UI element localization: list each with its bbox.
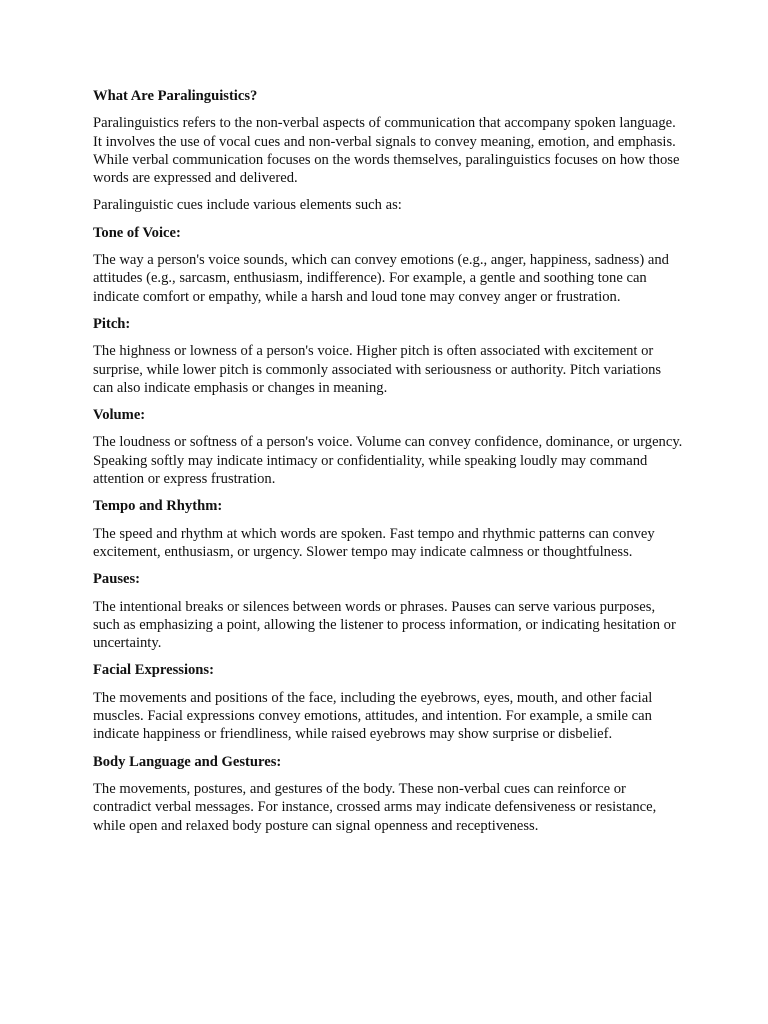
section-facial-expressions (93, 661, 683, 743)
section-heading: Body Language and Gestures: (93, 753, 282, 770)
section-heading: Tempo and Rhythm: (93, 498, 223, 515)
section-heading: Volume: (93, 407, 146, 424)
document-title: What Are Paralinguistics? (93, 88, 258, 104)
lead-in-paragraph: Paralinguistic cues include various elements such as: (93, 197, 402, 214)
section-body: The intentional breaks or silences between words or phrases. Pauses can serve various purposes, such as emphasizing a point, allowing the listener to process information, or indicating hesitation or uncertainty. (93, 598, 676, 652)
intro-paragraph: Paralinguistics refers to the non-verbal aspects of communication that accompany spoken language. It involves the use of vocal cues and non-verbal signals to convey meaning, emotion, and emphasis. While verbal communication focuses on the words themselves, paralinguistics focuses on how those words are expressed and delivered. (93, 115, 680, 187)
section-pauses (93, 570, 683, 652)
section-body: The movements and positions of the face, including the eyebrows, eyes, mouth, and other facial muscles. Facial expressions convey emotions, attitudes, and intention. For example, a smile can indicate happiness or friendliness, while raised eyebrows may show surprise or disbelief. (93, 689, 653, 743)
section-pitch (93, 315, 683, 397)
section-body: The way a person's voice sounds, which can convey emotions (e.g., anger, happiness, sadness) and attitudes (e.g., sarcasm, enthusiasm, indifference). For example, a gentle and soothing tone can indicate comfort or empathy, while a harsh and loud tone may convey anger or frustration. (93, 252, 669, 305)
document-page (93, 87, 683, 844)
section-tone-of-voice (93, 224, 683, 306)
section-heading: Tone of Voice: (93, 224, 181, 241)
section-heading: Pauses: (93, 571, 141, 588)
section-body-language-and-gestures (93, 753, 683, 835)
section-heading: Pitch: (93, 315, 131, 332)
section-body: The speed and rhythm at which words are spoken. Fast tempo and rhythmic patterns can convey excitement, enthusiasm, or urgency. Slower tempo may indicate calmness or thoughtfulness. (93, 525, 655, 560)
section-heading: Facial Expressions: (93, 662, 214, 679)
section-body: The loudness or softness of a person's voice. Volume can convey confidence, dominance, or urgency. Speaking softly may indicate intimacy or confidentiality, while speaking loudly may command attention or express frustration. (93, 434, 683, 488)
section-volume (93, 406, 683, 488)
section-body: The movements, postures, and gestures of the body. These non-verbal cues can reinforce or contradict verbal messages. For instance, crossed arms may indicate defensiveness or resistance, while open and relaxed body posture can signal openness and receptiveness. (93, 780, 657, 834)
section-tempo-and-rhythm (93, 497, 683, 561)
section-body: The highness or lowness of a person's voice. Higher pitch is often associated with excitement or surprise, while lower pitch is commonly associated with seriousness or authority. Pitch variations can also indicate emphasis or changes in meaning. (93, 343, 662, 396)
